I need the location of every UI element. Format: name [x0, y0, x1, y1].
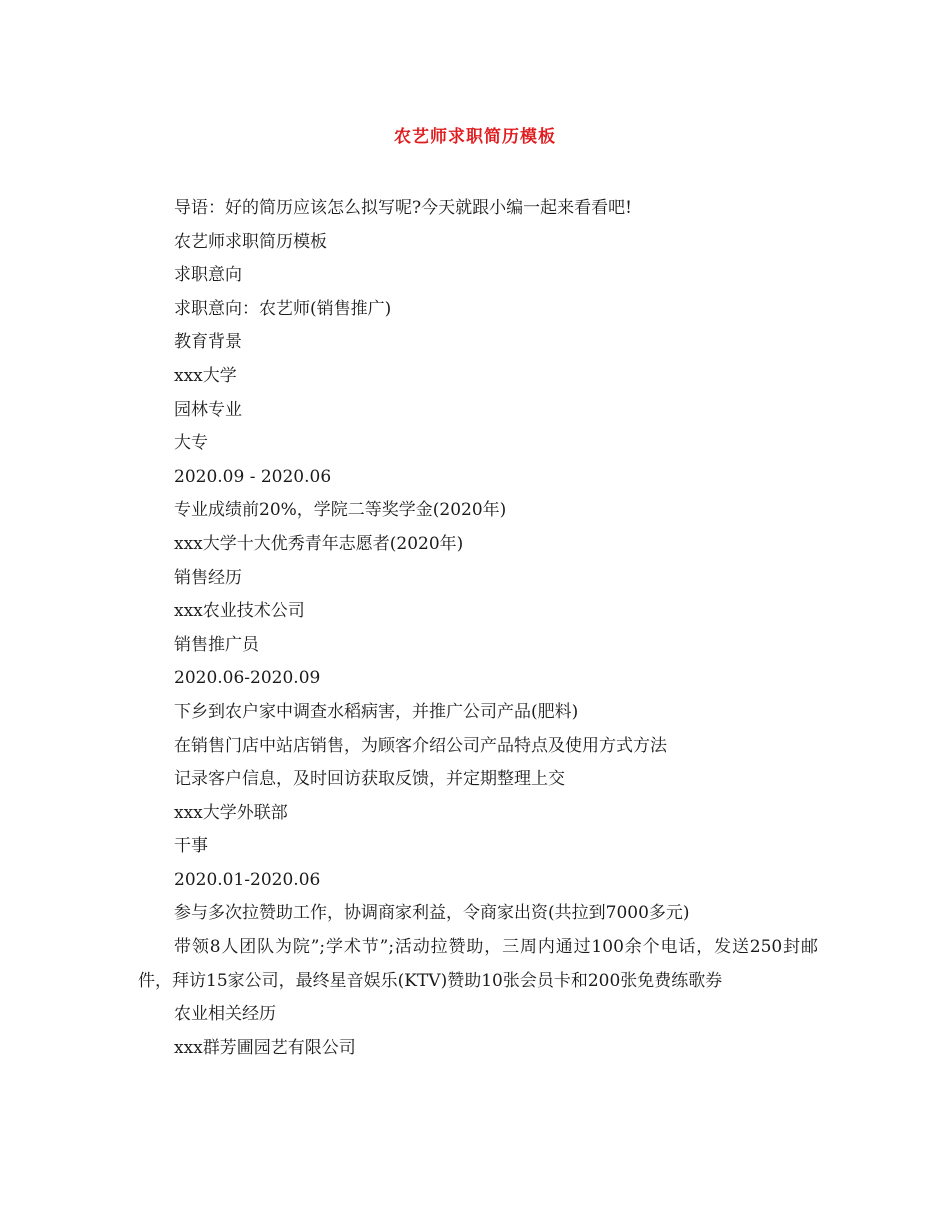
paragraph-sales-role: 销售推广员 [174, 634, 259, 655]
paragraph-club-duty-1: 参与多次拉赞助工作，协调商家利益，令商家出资(共拉到7000多元) [174, 903, 690, 924]
section-heading-job-intent: 求职意向 [174, 265, 242, 286]
paragraph-club-role: 干事 [174, 836, 208, 857]
paragraph-club-duty-2: 带领8人团队为院”;学术节”;活动拉赞助，三周内通过100余个电话，发送250封邮件，拜访15家公司，最终星音娱乐(KTV)赞助10张会员卡和200张免费练歌券 [138, 937, 818, 991]
paragraph-degree: 大专 [174, 433, 208, 454]
paragraph-sales-duty-2: 在销售门店中站店销售，为顾客介绍公司产品特点及使用方式方法 [174, 735, 667, 756]
section-heading-education: 教育背景 [174, 332, 242, 353]
paragraph-club-dates: 2020.01-2020.06 [174, 869, 321, 890]
paragraph-sales-duty-1: 下乡到农户家中调查水稻病害，并推广公司产品(肥料) [174, 701, 579, 722]
document-body [138, 192, 818, 1065]
paragraph-education-dates: 2020.09 - 2020.06 [174, 466, 332, 487]
section-heading-sales: 销售经历 [174, 567, 242, 588]
paragraph-volunteer-award: xxx大学十大优秀青年志愿者(2020年) [174, 533, 464, 554]
paragraph-agri-company: xxx群芳圃园艺有限公司 [174, 1037, 356, 1058]
paragraph-university: xxx大学 [174, 365, 237, 386]
paragraph-sales-dates: 2020.06-2020.09 [174, 668, 321, 689]
section-heading-agri-experience: 农业相关经历 [174, 1004, 276, 1025]
paragraph-sales-duty-3: 记录客户信息，及时回访获取反馈，并定期整理上交 [174, 769, 565, 790]
paragraph-club: xxx大学外联部 [174, 802, 288, 823]
paragraph-job-intent: 求职意向：农艺师(销售推广) [174, 298, 392, 319]
paragraph-template-name: 农艺师求职简历模板 [174, 231, 327, 252]
paragraph-intro: 导语：好的简历应该怎么拟写呢?今天就跟小编一起来看看吧! [174, 198, 632, 218]
paragraph-major: 园林专业 [174, 399, 242, 420]
paragraph-sales-company: xxx农业技术公司 [174, 601, 305, 622]
document-title: 农艺师求职简历模板 [394, 127, 556, 147]
paragraph-scholarship: 专业成绩前20%，学院二等奖学金(2020年) [174, 500, 507, 521]
